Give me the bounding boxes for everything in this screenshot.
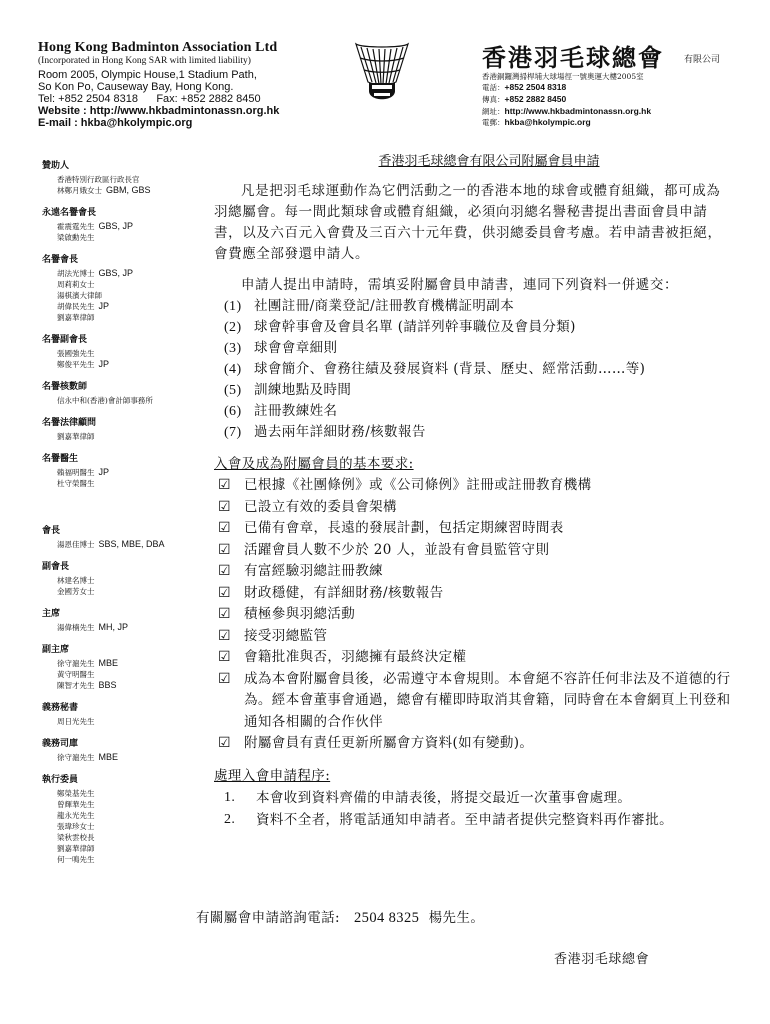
- member-name: 胡法光博士: [57, 269, 95, 278]
- sidebar-group: [42, 700, 202, 727]
- sidebar-member: [42, 832, 202, 843]
- contact-person: 楊先生。: [428, 910, 485, 926]
- member-name: 梁啟勳先生: [57, 233, 95, 242]
- checked-box-icon: ☑: [218, 670, 231, 687]
- document-number: (2): [224, 320, 242, 335]
- member-name: 胡偉民先生: [57, 302, 95, 311]
- sidebar-group-title: 名譽法律顧問: [42, 418, 97, 428]
- incorporation-note: (Incorporated in Hong Kong SAR with limited liability): [38, 56, 251, 66]
- member-honor: GBS, JP: [98, 268, 134, 278]
- checked-box-icon: ☑: [218, 563, 231, 579]
- document-text: 球會簡介、會務往績及發展資料 (背景、歷史、經常活動……等): [254, 361, 646, 377]
- sidebar-member: [42, 575, 202, 586]
- member-honor: JP: [98, 467, 110, 477]
- sidebar-group-title: 贊助人: [42, 161, 70, 171]
- checked-box-icon: ☑: [218, 627, 231, 644]
- sidebar-member: [42, 431, 202, 442]
- member-name: 黃守明醫生: [57, 670, 95, 679]
- signoff: 香港羽毛球總會: [554, 952, 650, 967]
- requirement-text: 會籍批准與否，羽總擁有最終決定權: [244, 649, 467, 665]
- sidebar-member: [42, 680, 202, 691]
- member-name: 湯棋濱大律師: [57, 291, 102, 300]
- requirement-item: [214, 475, 734, 497]
- checked-box-icon: ☑: [218, 606, 231, 622]
- member-name: 曾輝華先生: [57, 800, 95, 809]
- sidebar-group-title: 主席: [42, 609, 61, 619]
- member-name: 何一鳴先生: [57, 855, 95, 864]
- document-text: 社團註冊/商業登記/註冊教育機構証明副本: [254, 298, 515, 314]
- member-honor: BBS: [98, 680, 117, 690]
- requirements-heading: 入會及成為附屬會員的基本要求:: [214, 456, 414, 472]
- member-honor: GBM, GBS: [106, 185, 151, 195]
- sidebar-group-title: 名譽會長: [42, 255, 79, 265]
- sidebar-member: [42, 232, 202, 243]
- procedure-text: 本會收到資料齊備的申請表後，將提交最近一次董事會處理。: [256, 789, 632, 806]
- sidebar-member: [42, 539, 202, 550]
- sidebar-member: [42, 658, 202, 669]
- sidebar-member: [42, 348, 202, 359]
- checked-box-icon: ☑: [218, 541, 231, 558]
- sidebar-member: [42, 821, 202, 832]
- sidebar-member: [42, 854, 202, 865]
- sidebar-group-title: 副主席: [42, 645, 70, 655]
- checked-box-icon: ☑: [218, 520, 231, 536]
- tel-fax: Tel: +852 2504 8318 Fax: +852 2882 8450: [38, 93, 261, 105]
- main-content: [214, 150, 734, 831]
- requirement-text: 附屬會員有責任更新所屬會方資料(如有變動)。: [244, 735, 534, 751]
- sidebar-member: [42, 843, 202, 854]
- sidebar-group: [42, 559, 202, 597]
- checked-box-icon: ☑: [218, 735, 231, 751]
- sidebar-group: [42, 451, 202, 489]
- procedure-item: [214, 809, 734, 831]
- org-name-english: Hong Kong Badminton Association Ltd: [38, 40, 278, 55]
- requirement-text: 活躍會員人數不少於 20 人，並設有會員監管守則: [244, 541, 550, 558]
- chinese-website[interactable]: 網址：http://www.hkbadmintonassn.org.hk: [482, 106, 652, 116]
- sidebar-member: [42, 290, 202, 301]
- sidebar-member: [42, 810, 202, 821]
- procedure-number: 1.: [224, 789, 236, 805]
- address-line-2: So Kon Po, Causeway Bay, Hong Kong.: [38, 81, 234, 93]
- org-name-chinese: 香港羽毛球總會: [482, 43, 664, 72]
- requirement-item: [214, 626, 734, 648]
- sidebar-member: [42, 788, 202, 799]
- document-number: (7): [224, 425, 242, 440]
- requirement-item: [214, 669, 734, 734]
- member-name: 龍永光先生: [57, 811, 95, 820]
- document-text: 過去兩年詳細財務/核數報告: [254, 424, 426, 440]
- member-honor: GBS, JP: [98, 221, 134, 231]
- checked-box-icon: ☑: [218, 498, 231, 515]
- website-link[interactable]: Website : http://www.hkbadmintonassn.org.hk: [38, 105, 280, 117]
- sidebar-group-title: 名譽核數師: [42, 382, 88, 392]
- requirement-text: 已備有會章，長遠的發展計劃，包括定期練習時間表: [244, 520, 564, 536]
- sidebar-member: [42, 586, 202, 597]
- document-item: [214, 401, 734, 422]
- member-name: 杜守榮醫生: [57, 479, 95, 488]
- sidebar-group: [42, 379, 202, 406]
- requirement-text: 積極參與羽總活動: [244, 606, 356, 622]
- document-number: (5): [224, 383, 242, 398]
- sidebar-group: [42, 205, 202, 243]
- requirement-item: [214, 540, 734, 562]
- requirement-text: 已設立有效的委員會架構: [244, 498, 397, 515]
- sidebar-group-title: 義務秘書: [42, 703, 79, 713]
- requirements-list: [214, 475, 734, 755]
- contact-label: 有關屬會申請諮詢電話:: [196, 910, 340, 926]
- requirement-text: 成為本會附屬會員後，必需遵守本會規則。本會絕不容許任何非法及不道德的行為。經本會董事會通過，總會有權即時取消其會籍，同時會在本會網頁上刊登和通知各相關的合作伙伴: [244, 670, 731, 730]
- member-name: 劉嘉華律師: [57, 313, 95, 322]
- member-name: 劉嘉華律師: [57, 844, 95, 853]
- chinese-email[interactable]: 電郵：hkba@hkolympic.org: [482, 117, 591, 127]
- sidebar-group: [42, 332, 202, 370]
- requirement-item: [214, 583, 734, 605]
- member-name: 梁秋雲校長: [57, 833, 95, 842]
- procedure-list: [214, 787, 734, 831]
- address-line-1: Room 2005, Olympic House,1 Stadium Path,: [38, 69, 257, 81]
- requirement-text: 有富經驗羽總註冊教練: [244, 563, 383, 579]
- sidebar-group-title: 名譽醫生: [42, 454, 79, 464]
- requirement-text: 已根據《社團條例》或《公司條例》註冊或註冊教育機構: [244, 477, 592, 493]
- member-name: 張瑋珍女士: [57, 822, 95, 831]
- document-number: (6): [224, 404, 242, 419]
- procedure-number: 2.: [224, 811, 236, 827]
- sidebar-member: [42, 622, 202, 633]
- member-honor: JP: [98, 301, 110, 311]
- contact-phone: 2504 8325: [354, 910, 420, 926]
- sidebar-group-title: 名譽副會長: [42, 335, 88, 345]
- contact-line: [196, 906, 484, 927]
- sidebar-group-title: 永遠名譽會長: [42, 208, 97, 218]
- sidebar-group: [42, 606, 202, 633]
- document-item: [214, 296, 734, 317]
- chinese-address: 香港銅鑼灣掃桿埔大球場徑一號奧運大樓2005室: [482, 72, 644, 81]
- member-name: 徐守滬先生: [57, 659, 95, 668]
- member-name: 金國芳女士: [57, 587, 95, 596]
- checked-box-icon: ☑: [218, 649, 231, 665]
- procedure-text: 資料不全者，將電話通知申請者。至申請者提供完整資料再作審批。: [256, 811, 673, 828]
- requirement-text: 接受羽總監管: [244, 627, 328, 644]
- sidebar-group: [42, 523, 202, 550]
- member-name: 劉嘉華律師: [57, 432, 95, 441]
- checked-box-icon: ☑: [218, 584, 231, 601]
- officials-sidebar: [42, 158, 202, 874]
- sidebar-member: [42, 395, 202, 406]
- member-name: 周日光先生: [57, 717, 95, 726]
- required-documents-list: [214, 296, 734, 443]
- member-honor: MBE: [98, 752, 119, 762]
- org-name-suffix: 有限公司: [684, 55, 721, 65]
- member-honor: MH, JP: [98, 622, 129, 632]
- document-number: (4): [224, 362, 242, 377]
- sidebar-member: [42, 467, 202, 478]
- member-name: 周莉莉女士: [57, 280, 95, 289]
- procedure-item: [214, 787, 734, 809]
- requirement-item: [214, 604, 734, 626]
- sidebar-member: [42, 716, 202, 727]
- sidebar-member: [42, 279, 202, 290]
- member-honor: MBE: [98, 658, 119, 668]
- sidebar-group-title: 執行委員: [42, 775, 79, 785]
- sidebar-group-title: 義務司庫: [42, 739, 79, 749]
- document-text: 球會會章細則: [254, 340, 338, 356]
- member-name: 湯偉楠先生: [57, 623, 95, 632]
- sidebar-member: [42, 268, 202, 279]
- member-honor: JP: [98, 359, 110, 369]
- sidebar-group: [42, 415, 202, 442]
- document-item: [214, 359, 734, 380]
- document-text: 球會幹事會及會員名單 (請詳列幹事職位及會員分類): [254, 319, 576, 335]
- document-item: [214, 380, 734, 401]
- member-name: 賴福明醫生: [57, 468, 95, 477]
- document-number: (1): [224, 299, 242, 314]
- document-item: [214, 338, 734, 359]
- procedure-heading: 處理入會申請程序:: [214, 767, 331, 784]
- requirement-text: 財政穩健，有詳細財務/核數報告: [244, 584, 444, 601]
- sidebar-member: [42, 301, 202, 312]
- sidebar-group: [42, 772, 202, 865]
- document-text: 註冊教練姓名: [254, 403, 338, 419]
- document-title: 香港羽毛球總會有限公司附屬會員申請: [378, 154, 600, 169]
- chinese-tel: 電話：+852 2504 8318: [482, 82, 567, 92]
- sidebar-member: [42, 669, 202, 680]
- member-name: 鄭榮基先生: [57, 789, 95, 798]
- member-name: 霍震霆先生: [57, 222, 95, 231]
- document-number: (3): [224, 341, 242, 356]
- member-name: 徐守滬先生: [57, 753, 95, 762]
- sidebar-member: [42, 185, 202, 196]
- sidebar-member: [42, 799, 202, 810]
- member-name: 湯恩佳博士: [57, 540, 95, 549]
- sidebar-member: [42, 752, 202, 763]
- requirement-item: [214, 518, 734, 540]
- document-text: 訓練地點及時間: [254, 382, 352, 398]
- member-name: 鄭俊平先生: [57, 360, 95, 369]
- member-name: 香港特別行政區行政長官: [57, 175, 140, 184]
- document-item: [214, 422, 734, 443]
- email-link[interactable]: E-mail : hkba@hkolympic.org: [38, 117, 193, 129]
- chinese-fax: 傳真：+852 2882 8450: [482, 94, 567, 104]
- intro-paragraph: 凡是把羽毛球運動作為它們活動之一的香港本地的球會或體育組織，都可成為羽總屬會。每一間此類球會或體育組織，必須向羽總名譽秘書提出書面會員申請書，以及六百元入會費及三百六十元年費，供羽總委員會考慮。若申請書被拒絕，會費應全部發還申請人。: [214, 183, 722, 262]
- sidebar-member: [42, 359, 202, 370]
- sidebar-group-title: 會長: [42, 526, 61, 536]
- badminton-logo-icon: [352, 38, 412, 108]
- sidebar-member: [42, 312, 202, 323]
- sidebar-group: [42, 158, 202, 196]
- member-name: 信永中和(香港)會計師事務所: [57, 396, 153, 405]
- documents-intro: 申請人提出申請時，需填妥附屬會員申請書，連同下列資料一併遞交：: [241, 277, 679, 293]
- sidebar-member: [42, 221, 202, 232]
- document-item: [214, 317, 734, 338]
- member-name: 林鄭月娥女士: [57, 186, 102, 195]
- requirement-item: [214, 561, 734, 583]
- requirement-item: [214, 733, 734, 755]
- member-name: 林建名博士: [57, 576, 95, 585]
- requirement-item: [214, 647, 734, 669]
- checked-box-icon: ☑: [218, 477, 231, 493]
- sidebar-group-title: 副會長: [42, 562, 70, 572]
- sidebar-group: [42, 736, 202, 763]
- sidebar-group: [42, 642, 202, 691]
- member-honor: SBS, MBE, DBA: [98, 539, 165, 549]
- sidebar-group: [42, 252, 202, 323]
- sidebar-member: [42, 174, 202, 185]
- requirement-item: [214, 497, 734, 519]
- member-name: 陳智才先生: [57, 681, 95, 690]
- sidebar-member: [42, 478, 202, 489]
- member-name: 張國強先生: [57, 349, 95, 358]
